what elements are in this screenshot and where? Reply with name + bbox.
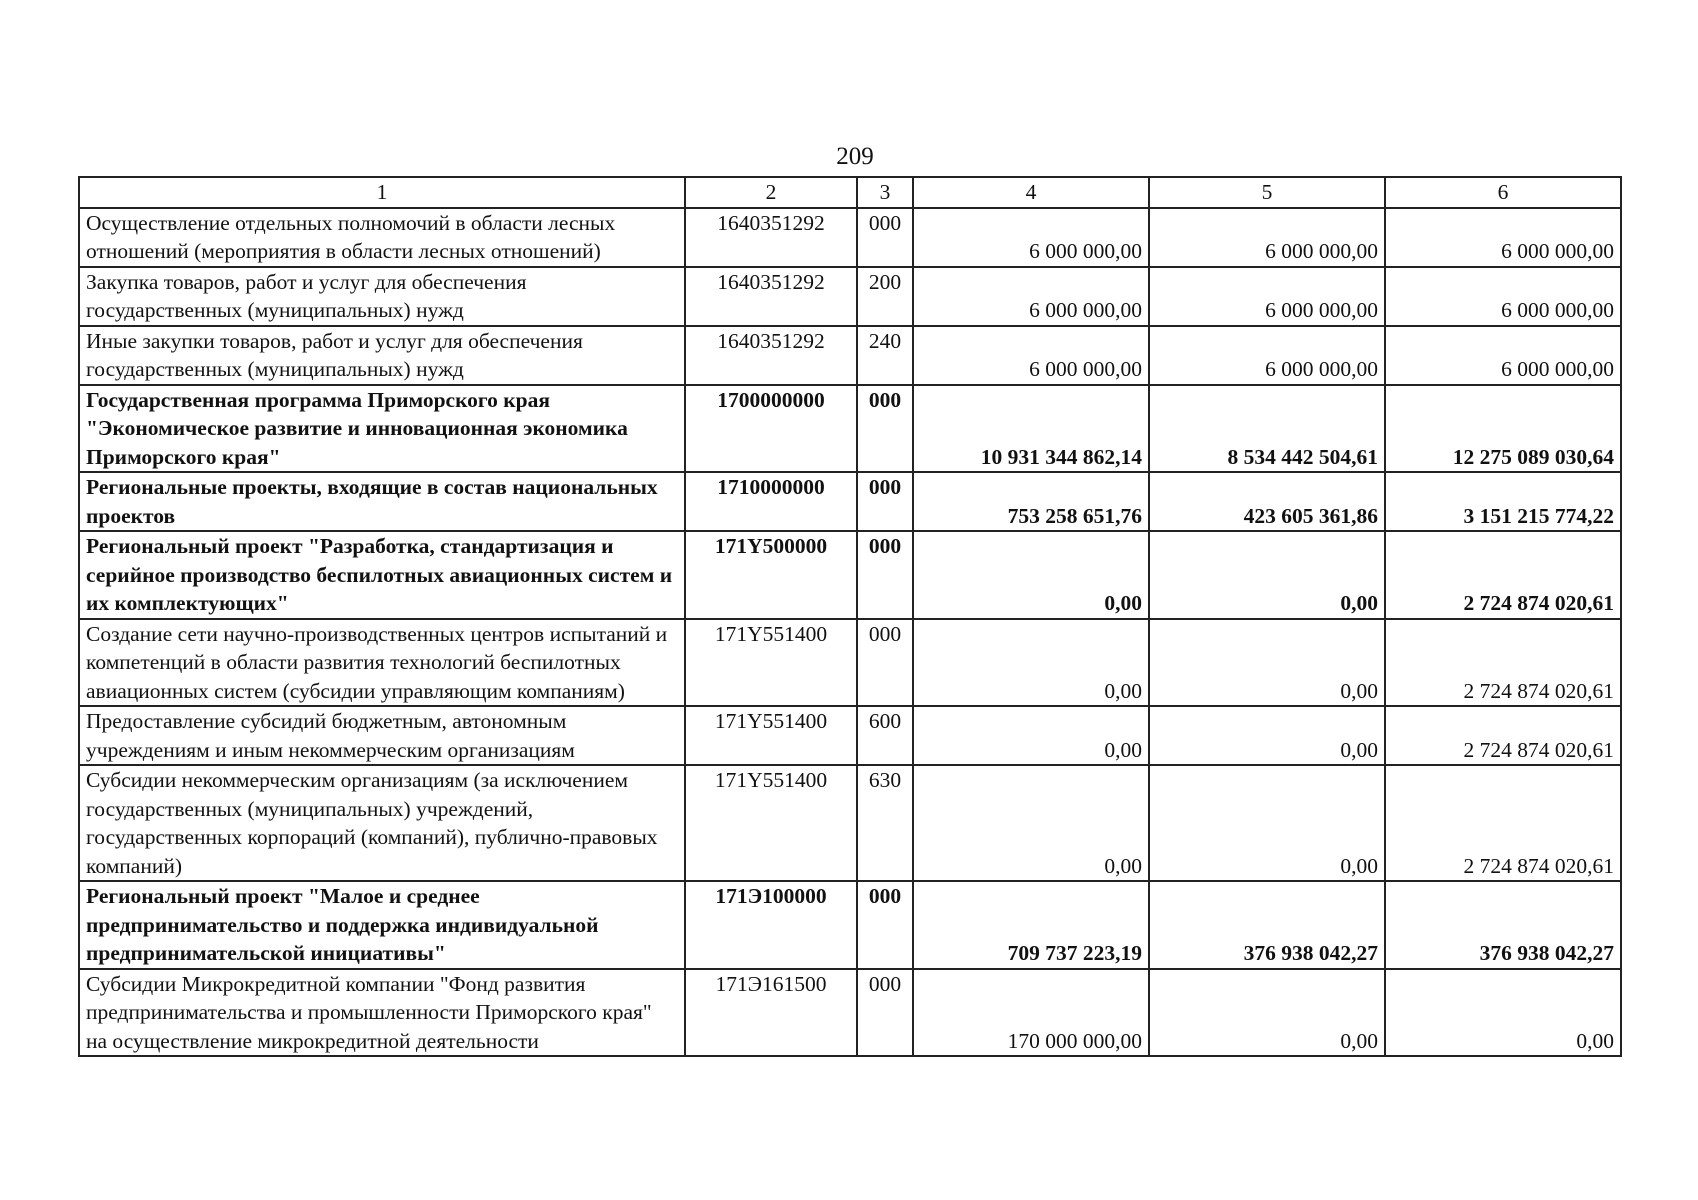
expense-type-code-cell: 000 xyxy=(857,208,913,267)
expense-type-code-cell: 000 xyxy=(857,619,913,707)
amount-column-6-cell: 2 724 874 020,61 xyxy=(1385,531,1621,619)
target-item-code-cell: 1640351292 xyxy=(685,267,857,326)
table-row xyxy=(79,326,1621,385)
target-item-code-cell: 1710000000 xyxy=(685,472,857,531)
amount-column-4-cell: 10 931 344 862,14 xyxy=(913,385,1149,473)
expense-type-code-cell: 240 xyxy=(857,326,913,385)
amount-column-4-cell: 0,00 xyxy=(913,619,1149,707)
target-item-code-cell: 171Y551400 xyxy=(685,706,857,765)
table-row xyxy=(79,267,1621,326)
amount-column-5-cell: 0,00 xyxy=(1149,969,1385,1057)
amount-column-6-cell: 2 724 874 020,61 xyxy=(1385,619,1621,707)
table-row xyxy=(79,472,1621,531)
amount-column-5-cell: 0,00 xyxy=(1149,765,1385,881)
expense-type-code-cell: 200 xyxy=(857,267,913,326)
row-name-cell: Субсидии некоммерческим организациям (за исключением государственных (муниципальных) учреждений, государственных корпораций (компаний), публично-правовых компаний) xyxy=(79,765,685,881)
amount-column-5-cell: 6 000 000,00 xyxy=(1149,208,1385,267)
table-row xyxy=(79,619,1621,707)
row-name-cell: Субсидии Микрокредитной компании "Фонд развития предпринимательства и промышленности Приморского края" на осуществление микрокредитной деятельности xyxy=(79,969,685,1057)
table-row xyxy=(79,706,1621,765)
amount-column-4-cell: 170 000 000,00 xyxy=(913,969,1149,1057)
amount-column-5-cell: 6 000 000,00 xyxy=(1149,267,1385,326)
column-number-header: 4 xyxy=(913,177,1149,208)
amount-column-4-cell: 753 258 651,76 xyxy=(913,472,1149,531)
column-number-header: 5 xyxy=(1149,177,1385,208)
amount-column-6-cell: 2 724 874 020,61 xyxy=(1385,765,1621,881)
target-item-code-cell: 171Y551400 xyxy=(685,765,857,881)
column-number-header-row xyxy=(79,177,1621,208)
amount-column-5-cell: 0,00 xyxy=(1149,619,1385,707)
row-name-cell: Осуществление отдельных полномочий в области лесных отношений (мероприятия в области лесных отношений) xyxy=(79,208,685,267)
amount-column-6-cell: 6 000 000,00 xyxy=(1385,208,1621,267)
column-number-header: 2 xyxy=(685,177,857,208)
expense-type-code-cell: 000 xyxy=(857,472,913,531)
amount-column-6-cell: 6 000 000,00 xyxy=(1385,326,1621,385)
amount-column-4-cell: 709 737 223,19 xyxy=(913,881,1149,969)
amount-column-4-cell: 6 000 000,00 xyxy=(913,267,1149,326)
expense-type-code-cell: 630 xyxy=(857,765,913,881)
page-number: 209 xyxy=(836,143,874,170)
amount-column-5-cell: 376 938 042,27 xyxy=(1149,881,1385,969)
amount-column-4-cell: 6 000 000,00 xyxy=(913,326,1149,385)
amount-column-6-cell: 12 275 089 030,64 xyxy=(1385,385,1621,473)
amount-column-6-cell: 6 000 000,00 xyxy=(1385,267,1621,326)
table-row xyxy=(79,385,1621,473)
amount-column-5-cell: 8 534 442 504,61 xyxy=(1149,385,1385,473)
table-row xyxy=(79,969,1621,1057)
row-name-cell: Региональные проекты, входящие в состав национальных проектов xyxy=(79,472,685,531)
column-number-header: 6 xyxy=(1385,177,1621,208)
expense-type-code-cell: 000 xyxy=(857,969,913,1057)
amount-column-4-cell: 6 000 000,00 xyxy=(913,208,1149,267)
amount-column-5-cell: 0,00 xyxy=(1149,706,1385,765)
amount-column-6-cell: 0,00 xyxy=(1385,969,1621,1057)
budget-table xyxy=(78,176,1622,1057)
target-item-code-cell: 171Y500000 xyxy=(685,531,857,619)
column-number-header: 1 xyxy=(79,177,685,208)
amount-column-6-cell: 2 724 874 020,61 xyxy=(1385,706,1621,765)
row-name-cell: Иные закупки товаров, работ и услуг для обеспечения государственных (муниципальных) нужд xyxy=(79,326,685,385)
row-name-cell: Региональный проект "Малое и среднее предпринимательство и поддержка индивидуальной предпринимательской инициативы" xyxy=(79,881,685,969)
table-row xyxy=(79,531,1621,619)
amount-column-6-cell: 3 151 215 774,22 xyxy=(1385,472,1621,531)
target-item-code-cell: 171Э161500 xyxy=(685,969,857,1057)
amount-column-4-cell: 0,00 xyxy=(913,531,1149,619)
row-name-cell: Государственная программа Приморского края "Экономическое развитие и инновационная экономика Приморского края" xyxy=(79,385,685,473)
table-row xyxy=(79,765,1621,881)
target-item-code-cell: 171Э100000 xyxy=(685,881,857,969)
expense-type-code-cell: 000 xyxy=(857,385,913,473)
expense-type-code-cell: 000 xyxy=(857,881,913,969)
table-row xyxy=(79,881,1621,969)
amount-column-5-cell: 0,00 xyxy=(1149,531,1385,619)
expense-type-code-cell: 600 xyxy=(857,706,913,765)
row-name-cell: Создание сети научно-производственных центров испытаний и компетенций в области развития технологий беспилотных авиационных систем (субсидии управляющим компаниям) xyxy=(79,619,685,707)
row-name-cell: Предоставление субсидий бюджетным, автономным учреждениям и иным некоммерческим организациям xyxy=(79,706,685,765)
amount-column-5-cell: 6 000 000,00 xyxy=(1149,326,1385,385)
target-item-code-cell: 1640351292 xyxy=(685,208,857,267)
amount-column-4-cell: 0,00 xyxy=(913,765,1149,881)
amount-column-5-cell: 423 605 361,86 xyxy=(1149,472,1385,531)
target-item-code-cell: 171Y551400 xyxy=(685,619,857,707)
expense-type-code-cell: 000 xyxy=(857,531,913,619)
row-name-cell: Закупка товаров, работ и услуг для обеспечения государственных (муниципальных) нужд xyxy=(79,267,685,326)
row-name-cell: Региональный проект "Разработка, стандартизация и серийное производство беспилотных авиационных систем и их комплектующих" xyxy=(79,531,685,619)
target-item-code-cell: 1640351292 xyxy=(685,326,857,385)
amount-column-6-cell: 376 938 042,27 xyxy=(1385,881,1621,969)
table-row xyxy=(79,208,1621,267)
target-item-code-cell: 1700000000 xyxy=(685,385,857,473)
column-number-header: 3 xyxy=(857,177,913,208)
amount-column-4-cell: 0,00 xyxy=(913,706,1149,765)
